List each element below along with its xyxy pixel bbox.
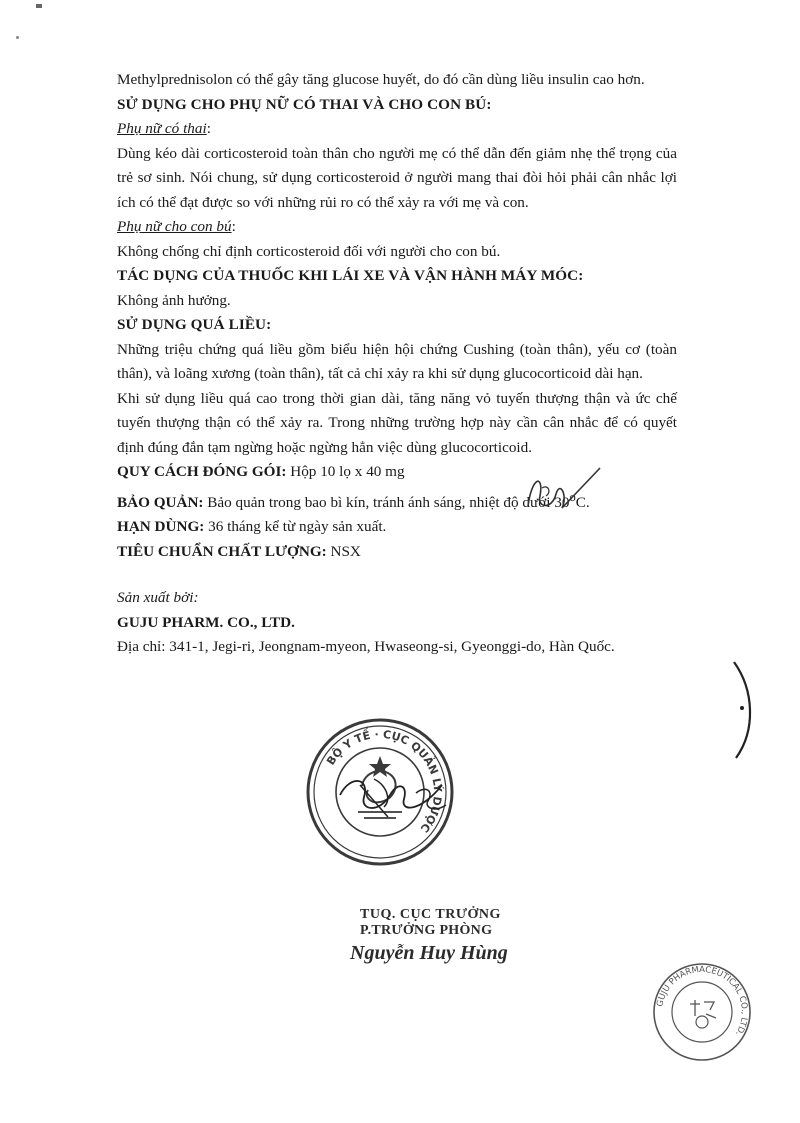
spec-quality-label: TIÊU CHUẨN CHẤT LƯỢNG: <box>117 542 327 560</box>
spec-packaging-label: QUY CÁCH ĐÓNG GÓI: <box>117 463 287 480</box>
approval-signer-name: Nguyễn Huy Hùng <box>350 942 508 964</box>
approval-line-2: P.TRƯỞNG PHÒNG <box>360 923 493 938</box>
overdose-paragraph-1: Những triệu chứng quá liều gồm biểu hiện hội chứng Cushing (toàn thân), yếu cơ (toàn thân), và loãng xương (toàn thân), tất cả chỉ xảy ra khi sử dụng glucocorticoid dài hạn. <box>117 340 677 382</box>
degree-sup: o <box>569 489 576 504</box>
initial-signature <box>522 466 604 516</box>
spec-packaging-value: Hộp 10 lọ x 40 mg <box>290 463 405 480</box>
manufacturer-address: Địa chỉ: 341-1, Jegi-ri, Jeongnam-myeon, Hwaseong-si, Gyeonggi-do, Hàn Quốc. <box>117 638 615 656</box>
spec-storage-value: Bảo quản trong bao bì kín, tránh ánh sáng, nhiệt độ dưới 30 <box>207 493 570 511</box>
subheading-pregnant-label: Phụ nữ có thai <box>117 120 207 137</box>
spec-quality <box>117 540 677 565</box>
ministry-seal-text: BỘ Y TẾ · CỤC QUẢN LÝ DƯỢC <box>324 727 445 835</box>
spec-expiry <box>117 515 677 540</box>
heading-overdose: SỬ DỤNG QUÁ LIỀU: <box>117 316 272 333</box>
heading-driving: TÁC DỤNG CỦA THUỐC KHI LÁI XE VÀ VẬN HÀNH MÁY MÓC: <box>117 267 584 284</box>
official-signature <box>330 755 450 835</box>
subheading-breastfeeding-label: Phụ nữ cho con bú <box>117 218 232 235</box>
spec-expiry-label: HẠN DÙNG: <box>117 518 205 536</box>
insulin-note: Methylprednisolon có thể gây tăng glucose huyết, do đó cần dùng liều insulin cao hơn. <box>117 71 645 88</box>
manufacturer-intro: Sản xuất bởi: <box>117 589 199 607</box>
spec-storage-unit: C. <box>575 493 590 511</box>
spec-expiry-value: 36 tháng kể từ ngày sản xuất. <box>208 518 387 536</box>
subheading-pregnant: Phụ nữ có thai: <box>117 120 211 137</box>
approval-stamp <box>350 907 560 965</box>
spec-quality-value: NSX <box>330 542 361 560</box>
company-seal-text: GUJU PHARMACEUTICAL CO., LTD. <box>655 964 750 1038</box>
spec-storage-label: BẢO QUẢN: <box>117 493 204 511</box>
document-body <box>117 68 677 660</box>
manufacturer-name: GUJU PHARM. CO., LTD. <box>117 613 295 631</box>
margin-bracket <box>730 660 758 760</box>
subheading-breastfeeding: Phụ nữ cho con bú: <box>117 218 236 235</box>
heading-pregnancy: SỬ DỤNG CHO PHỤ NỮ CÓ THAI VÀ CHO CON BÚ: <box>117 95 492 113</box>
driving-paragraph: Không ảnh hưởng. <box>117 291 231 309</box>
scan-mark <box>36 4 42 8</box>
breastfeeding-paragraph: Không chống chỉ định corticosteroid đối với người cho con bú. <box>117 242 501 260</box>
spacer <box>117 564 677 586</box>
scan-dot <box>16 36 19 39</box>
company-seal <box>650 960 754 1064</box>
pregnant-paragraph: Dùng kéo dài corticosteroid toàn thân cho người mẹ có thể dẫn đến giảm nhẹ thể trọng của trẻ sơ sinh. Nói chung, sử dụng corticosteroid ở người mang thai đòi hỏi phải cân nhắc lợi ích có thể đạt được so với những rủi ro có thể xảy ra với mẹ và con. <box>117 144 677 211</box>
approval-line-1: TUQ. CỤC TRƯỞNG <box>360 907 501 922</box>
overdose-paragraph-2: Khi sử dụng liều quá cao trong thời gian dài, tăng năng vỏ tuyến thượng thận và ức chế tuyến thượng thận có thể xảy ra. Trong những trường hợp này cần cân nhắc để có quyết định đúng đắn tạm ngừng hoặc ngừng hẳn việc dùng glucocorticoid. <box>117 389 677 456</box>
